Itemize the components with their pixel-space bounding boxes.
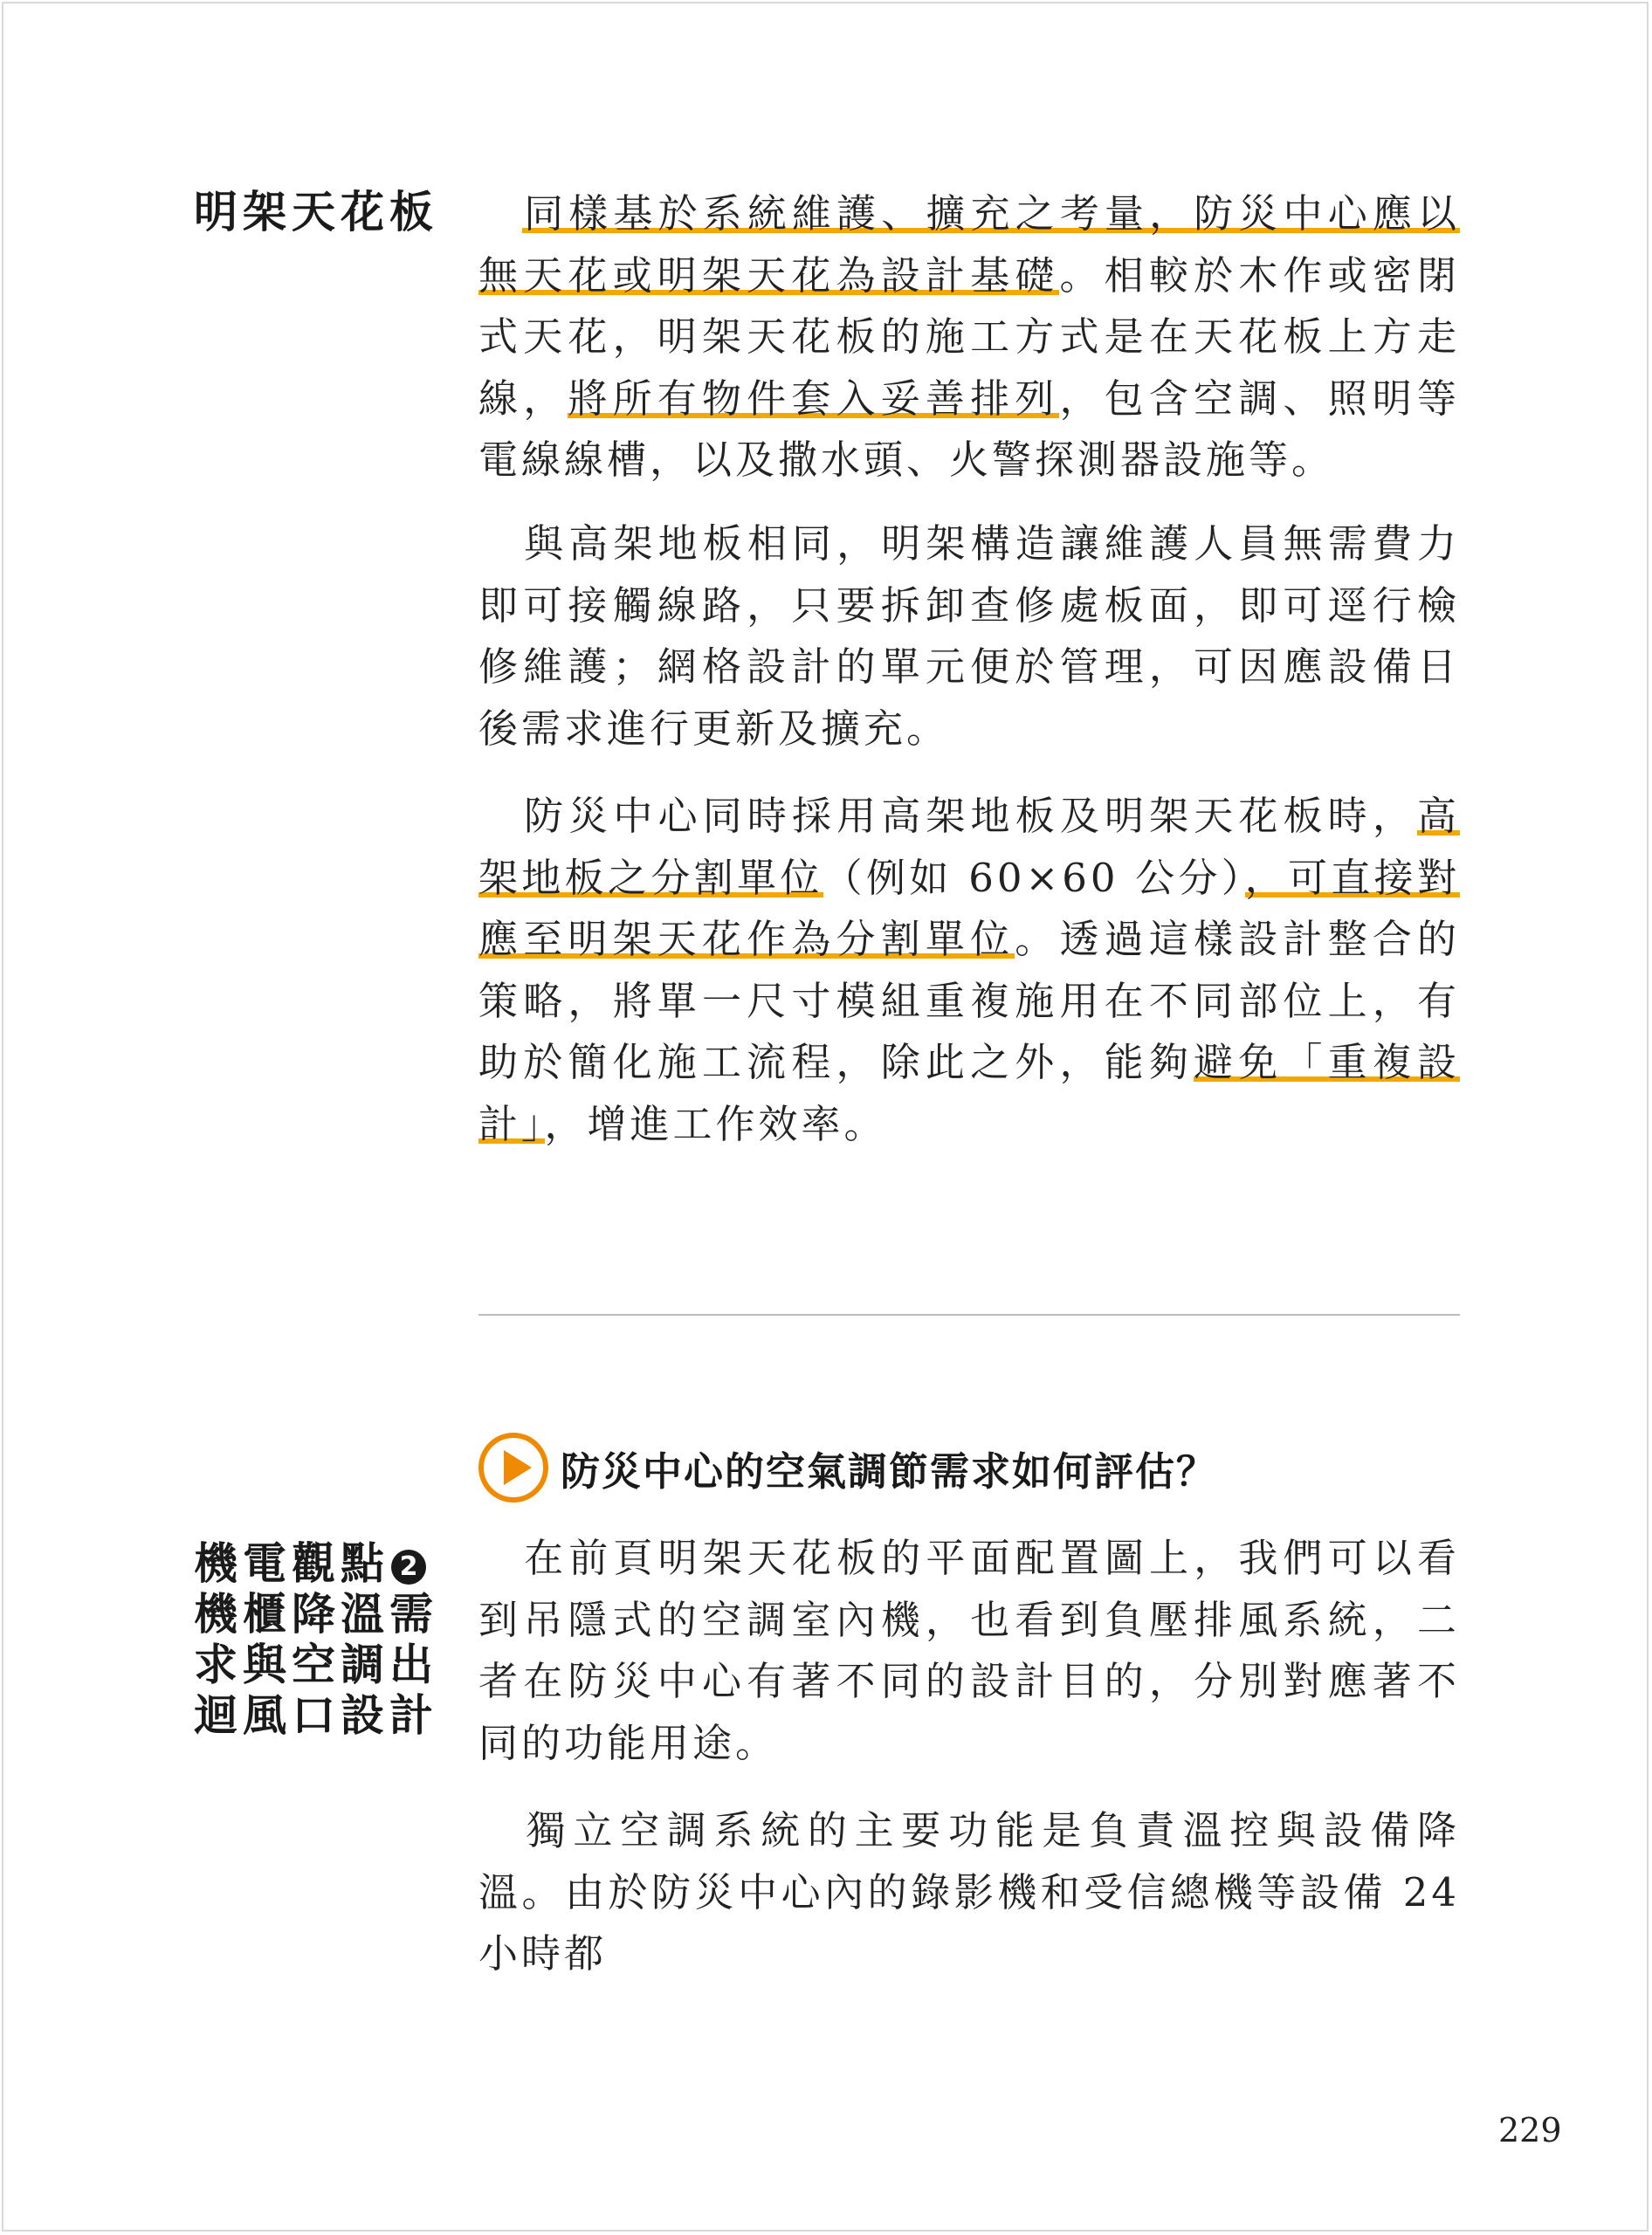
highlight-text: 高架地板之分割單位 (478, 793, 1460, 901)
side-label-mep-line-4: 迴風口設計 (194, 1690, 438, 1741)
side-label-mep-title: 機電觀點 (194, 1538, 389, 1589)
paragraph-text: （例如 60×60 公分） (823, 854, 1245, 901)
paragraph-text: 。相較於木作或密閉式天花，明架天花板的施工方式是在天花板上方走線， (478, 251, 1460, 422)
highlight-text: 避免「重複設計」 (478, 1039, 1460, 1147)
side-label-mep-line-3: 求與空調出 (194, 1640, 438, 1690)
side-label-mep-line-2: 機櫃降溫需 (194, 1589, 438, 1640)
page-number: 229 (1498, 2111, 1562, 2149)
paragraph-text: ，增進工作效率。 (544, 1100, 887, 1147)
question-heading (478, 1430, 1217, 1505)
side-label-ceiling (194, 187, 438, 237)
paragraph-2 (478, 513, 1460, 760)
paragraph-4 (478, 1528, 1460, 1774)
highlight-text: ，可直接對應至明架天花作為分割單位 (478, 854, 1460, 962)
side-label-mep-line-1 (194, 1538, 438, 1589)
paragraph-text: 獨立空調系統的主要功能是負責溫控與設備降溫。由於防災中心內的錄影機和受信總機等設備 24 小時都 (478, 1807, 1460, 1977)
question-title: 防災中心的空氣調節需求如何評估？ (561, 1448, 1218, 1495)
paragraph-text: 防災中心同時採用高架地板及明架天花板時， (522, 793, 1417, 839)
side-label-mep (194, 1538, 438, 1741)
number-badge: 2 (391, 1550, 426, 1585)
paragraph-5 (478, 1800, 1460, 1985)
section-divider (478, 1314, 1460, 1316)
play-circle-icon (478, 1433, 548, 1503)
paragraph-1 (478, 183, 1460, 492)
highlight-text: 將所有物件套入妥善排列 (568, 375, 1060, 422)
paragraph-text: 與高架地板相同，明架構造讓維護人員無需費力即可接觸線路，只要拆卸查修處板面，即可逕行檢修維護；網格設計的單元便於管理，可因應設備日後需求進行更新及擴充。 (478, 520, 1460, 752)
paragraph-3 (478, 786, 1460, 1155)
side-label-ceiling-text: 明架天花板 (194, 187, 438, 237)
paragraph-text: 。透過這樣設計整合的策略，將單一尺寸模組重複施用在不同部位上，有助於簡化施工流程，除此之外，能夠 (478, 916, 1460, 1085)
highlight-text: 同樣基於系統維護、擴充之考量，防災中心應以無天花或明架天花為設計基礎 (478, 190, 1460, 299)
paragraph-text: 在前頁明架天花板的平面配置圖上，我們可以看到吊隱式的空調室內機，也看到負壓排風系統，二者在防災中心有著不同的設計目的，分別對應著不同的功能用途。 (478, 1535, 1460, 1766)
paragraph-text: ，包含空調、照明等電線線槽，以及撒水頭、火警探測器設施等。 (478, 375, 1460, 483)
